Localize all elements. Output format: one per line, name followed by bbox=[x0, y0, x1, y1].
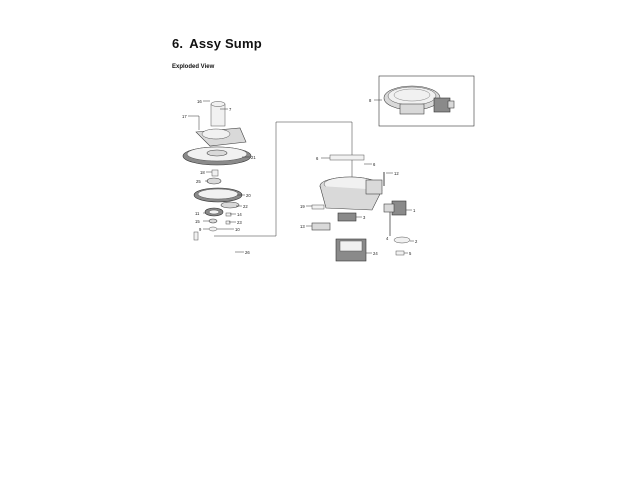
callout-2: 2 bbox=[415, 239, 418, 244]
callout-20: 20 bbox=[246, 193, 251, 198]
callout-6b: 6 bbox=[373, 162, 376, 167]
callout-9: 9 bbox=[199, 227, 202, 232]
callout-24: 24 bbox=[373, 251, 378, 256]
callout-26: 26 bbox=[245, 250, 250, 255]
callout-22: 22 bbox=[243, 204, 248, 209]
callout-15: 15 bbox=[195, 219, 200, 224]
callout-25: 25 bbox=[196, 179, 201, 184]
exploded-view-label: Exploded View bbox=[172, 64, 215, 70]
callout-14: 14 bbox=[237, 212, 242, 217]
callout-3: 3 bbox=[363, 215, 366, 220]
callout-10: 10 bbox=[235, 227, 240, 232]
callout-5: 5 bbox=[409, 251, 412, 256]
left-sump-assembly bbox=[183, 102, 251, 253]
callout-12: 12 bbox=[394, 171, 399, 176]
inset-pump-assembly bbox=[384, 86, 454, 114]
callout-18: 18 bbox=[200, 170, 205, 175]
callout-6: 6 bbox=[316, 156, 319, 161]
callout-19: 19 bbox=[300, 204, 305, 209]
section-number: 6. bbox=[172, 36, 184, 51]
callout-13: 13 bbox=[300, 224, 305, 229]
callout-4: 4 bbox=[386, 236, 389, 241]
callout-16: 16 bbox=[197, 99, 202, 104]
section-title: Assy Sump bbox=[189, 36, 262, 51]
callout-11: 11 bbox=[195, 211, 200, 216]
callout-17: 17 bbox=[182, 114, 187, 119]
callout-1: 1 bbox=[413, 208, 416, 213]
callout-23: 23 bbox=[237, 220, 242, 225]
callout-8: 8 bbox=[369, 98, 372, 103]
callout-21: 21 bbox=[251, 155, 256, 160]
callout-7: 7 bbox=[229, 107, 232, 112]
